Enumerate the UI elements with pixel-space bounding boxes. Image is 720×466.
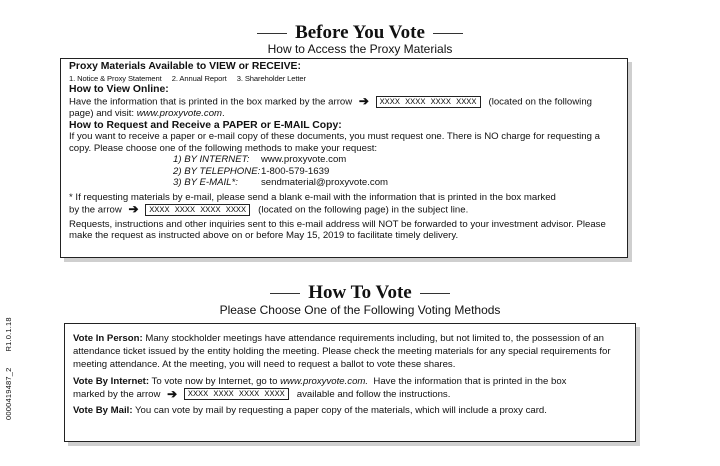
- view-online-text-a: Have the information that is printed in the box marked by the arrow: [69, 96, 353, 108]
- document-code: 0000419487_2: [4, 367, 13, 420]
- proxyvote-link[interactable]: www.proxyvote.com.: [280, 375, 369, 387]
- request-paragraph: If you want to receive a paper or e-mail copy of these documents, you must request one. There is NO charge for requesting a copy. Please choose one of the following methods to make your request:: [69, 131, 600, 154]
- materials-heading: Proxy Materials Available to VIEW or RECEIVE:: [69, 61, 301, 72]
- vote-by-internet: [73, 375, 627, 388]
- before-title: Before You Vote: [295, 22, 425, 43]
- material-item: 1. Notice & Proxy Statement: [69, 73, 162, 83]
- materials-list: [69, 73, 619, 85]
- how-title: How To Vote: [308, 282, 412, 303]
- request-methods: [173, 154, 619, 189]
- vote-internet-text-a: To vote now by Internet, go to: [151, 375, 278, 387]
- view-online-period: .: [222, 107, 225, 119]
- method-key: 2) BY TELEPHONE:: [173, 165, 261, 177]
- arrow-icon: ➔: [128, 201, 139, 216]
- control-number-box: XXXX XXXX XXXX XXXX: [184, 388, 289, 400]
- vote-mail-text: You can vote by mail by requesting a paper copy of the materials, which will include a proxy card.: [135, 405, 547, 417]
- email-note: * If requesting materials by e-mail, please send a blank e-mail with the information that is printed in the box marked: [69, 192, 556, 204]
- heading-rule-right: [433, 33, 463, 34]
- email-note-line2: [69, 201, 619, 216]
- vote-internet-text-d: available and follow the instructions.: [296, 388, 451, 400]
- method-value[interactable]: sendmaterial@proxyvote.com: [261, 177, 389, 189]
- arrow-icon: ➔: [358, 93, 369, 108]
- email-note-text-a: by the arrow: [69, 204, 122, 216]
- method-value[interactable]: 1-800-579-1639: [261, 165, 330, 177]
- vote-in-person-label: Vote In Person:: [73, 333, 143, 344]
- revision-code: R1.0.1.18: [4, 317, 13, 352]
- before-you-vote-heading: [0, 22, 720, 44]
- request-footer: Requests, instructions and other inquiries sent to this e-mail address will NOT be forwarded to your investment advisor. Please make the request as instructed above on or before May 15, 2019 to facilitate timely delivery.: [69, 218, 606, 242]
- how-subtitle: Please Choose One of the Following Voting Methods: [219, 303, 501, 317]
- heading-rule-left: [257, 33, 287, 34]
- method-row: [173, 177, 619, 189]
- side-document-codes: [4, 301, 13, 420]
- view-online-text-c: following page) and visit:: [69, 96, 592, 119]
- how-to-vote-heading: [0, 282, 720, 304]
- vote-in-person-text: Many stockholder meetings have attendance requirements including, but not limited to, the possession of an attendance ticket issued by the entity holding the meeting. Please check the meeting materials for any special requirements for meeting attendance. At the meeting, you will need to request a ballot to vote these shares.: [73, 333, 611, 371]
- request-heading: How to Request and Receive a PAPER or E-MAIL Copy:: [69, 119, 342, 131]
- before-subtitle: How to Access the Proxy Materials: [267, 42, 453, 56]
- view-online-text-b: (located on the: [488, 96, 552, 108]
- method-value[interactable]: www.proxyvote.com: [261, 154, 347, 166]
- method-key: 1) BY INTERNET:: [173, 154, 250, 166]
- control-number-box: XXXX XXXX XXXX XXXX: [376, 96, 481, 108]
- arrow-icon: ➔: [167, 386, 178, 401]
- email-note-text-b: (located on the following page) in the subject line.: [258, 204, 469, 216]
- vote-in-person: [73, 332, 627, 372]
- vote-internet-text-b: Have the information that is printed in the box: [373, 375, 567, 387]
- method-key: 3) BY E-MAIL*:: [173, 177, 238, 189]
- view-online-text: [69, 93, 619, 120]
- vote-internet-label: Vote By Internet:: [73, 375, 150, 387]
- material-item: 3. Shareholder Letter: [236, 73, 306, 83]
- control-number-box: XXXX XXXX XXXX XXXX: [145, 204, 250, 216]
- vote-by-mail: [73, 404, 627, 417]
- vote-mail-label: Vote By Mail:: [73, 405, 133, 417]
- proxy-materials-box: [60, 58, 628, 258]
- view-online-heading: How to View Online:: [69, 84, 169, 96]
- heading-rule-right: [420, 293, 450, 294]
- proxyvote-link[interactable]: www.proxyvote.com: [136, 107, 223, 119]
- material-item: 2. Annual Report: [171, 73, 227, 83]
- method-row: [173, 154, 619, 166]
- vote-internet-line2: [73, 388, 627, 401]
- heading-rule-left: [270, 293, 300, 294]
- voting-methods-box: [64, 323, 636, 442]
- vote-internet-text-c: marked by the arrow: [73, 388, 161, 400]
- method-row: [173, 166, 619, 178]
